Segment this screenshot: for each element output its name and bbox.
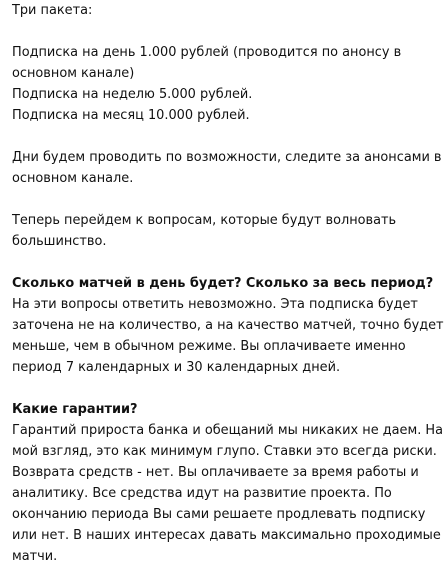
questions-intro-line: Теперь перейдем к вопросам, которые будут волновать bbox=[12, 213, 397, 228]
question-2-paragraph bbox=[12, 399, 443, 567]
question-2-line: мой взгляд, это как минимум глупо. Ставки это всегда риски. bbox=[12, 444, 437, 459]
packages-paragraph bbox=[12, 42, 424, 126]
message-text bbox=[12, 0, 444, 564]
intro-paragraph bbox=[12, 0, 424, 21]
question-2-line: Гарантий прироста банка и обещаний мы никаких не даем. На bbox=[12, 423, 443, 438]
question-2-heading: Какие гарантии? bbox=[12, 402, 138, 417]
question-2-line: матчи. bbox=[12, 549, 58, 564]
package-line: Подписка на неделю 5.000 рублей. bbox=[12, 87, 253, 102]
question-1-line: период 7 календарных и 30 календарных дней. bbox=[12, 360, 341, 375]
question-2-line: или нет. В наших интересах давать максимально проходимые bbox=[12, 528, 441, 543]
question-2-line: Возврата средств - нет. Вы оплачиваете за время работы и bbox=[12, 465, 419, 480]
days-note-line: Дни будем проводить по возможности, следите за анонсами в bbox=[12, 150, 442, 165]
questions-intro-line: большинство. bbox=[12, 234, 107, 249]
package-line: Подписка на день 1.000 рублей (проводится по анонсу в bbox=[12, 45, 402, 60]
days-note-paragraph bbox=[12, 147, 442, 189]
question-2-line: окончанию периода Вы сами решаете продлевать подписку bbox=[12, 507, 426, 522]
package-line: основном канале) bbox=[12, 66, 135, 81]
question-2-line: аналитику. Все средства идут на развитие проекта. По bbox=[12, 486, 392, 501]
package-line: Подписка на месяц 10.000 рублей. bbox=[12, 108, 250, 123]
question-1-line: заточена не на количество, а на качество матчей, точно будет bbox=[12, 318, 444, 333]
intro-line: Три пакета: bbox=[12, 3, 93, 18]
questions-intro-paragraph bbox=[12, 210, 424, 252]
question-1-line: На эти вопросы ответить невозможно. Эта подписка будет bbox=[12, 297, 418, 312]
question-1-heading: Сколько матчей в день будет? Сколько за весь период? bbox=[12, 276, 434, 291]
question-1-line: меньше, чем в обычном режиме. Вы оплачиваете именно bbox=[12, 339, 406, 354]
question-1-paragraph bbox=[12, 273, 444, 378]
days-note-line: основном канале. bbox=[12, 171, 134, 186]
